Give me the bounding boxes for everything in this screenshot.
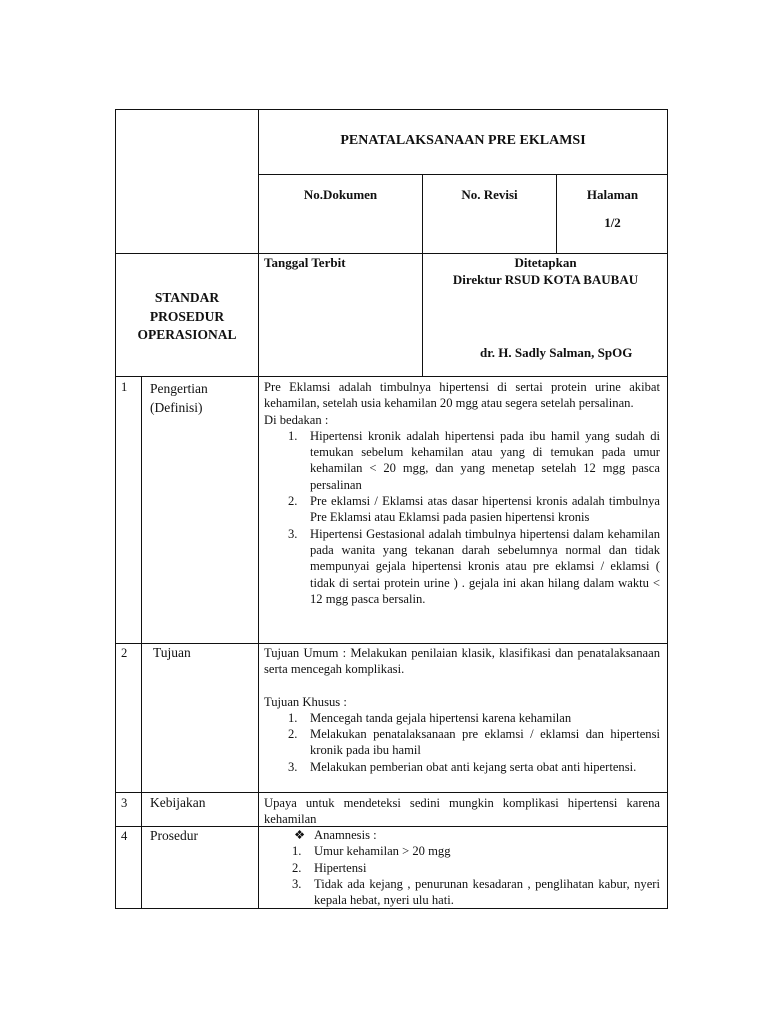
row-line-1 <box>115 643 668 644</box>
no-dokumen-label: No.Dokumen <box>303 187 378 202</box>
list-item: 1. Umur kehamilan > 20 mgg <box>292 844 451 859</box>
sop-label-line3: OPERASIONAL <box>137 327 237 342</box>
tujuan-khusus-list <box>264 710 660 775</box>
direktur-label: Direktur RSUD KOTA BAUBAU <box>452 272 639 287</box>
row-line-2 <box>115 792 668 793</box>
kebijakan-text: Upaya untuk mendeteksi sedini mungkin komplikasi hipertensi karena kehamilan <box>264 796 660 827</box>
ditetapkan-label: Ditetapkan <box>514 255 577 270</box>
row-4-number: 4 <box>121 829 128 843</box>
row-3-label: Kebijakan <box>150 795 206 810</box>
row-4-content <box>264 827 660 908</box>
row-2-number: 2 <box>121 646 128 660</box>
header-line-docinfo-bottom <box>115 253 668 254</box>
sop-label-line2: PROSEDUR <box>149 308 225 324</box>
sop-label <box>116 289 258 345</box>
sop-label-line1: STANDAR <box>154 290 220 305</box>
list-item: 3. Hipertensi Gestasional adalah timbulnya hipertensi dalam kehamilan pada wanita yang tekanan darah sebelumnya normal dan tidak mempunyai gejala hipertensi kronis atau pre eklamsi / eklamsi ( tidak di sertai protein urine ) . gejala ini akan hilang dalam waktu < 12 mgg pasca bersalin. <box>288 526 660 606</box>
row-1-number: 1 <box>121 380 128 394</box>
tujuan-umum: Tujuan Umum : Melakukan penilaian klasik, klasifikasi dan penatalaksanaan serta mencegah komplikasi. <box>264 646 660 677</box>
row-4-label: Prosedur <box>150 828 198 843</box>
list-item: 2. Hipertensi <box>292 860 367 875</box>
header-line-title-bottom <box>258 174 668 175</box>
row-1-label: Pengertian (Definisi) <box>150 381 208 415</box>
tanggal-terbit-label: Tanggal Terbit <box>264 255 346 270</box>
halaman-value: 1/2 <box>604 215 621 230</box>
halaman-label: Halaman <box>586 187 639 202</box>
diamond-bullet-icon: ❖ <box>294 828 306 842</box>
row-3-number: 3 <box>121 796 128 810</box>
no-revisi-label: No. Revisi <box>461 187 518 202</box>
definition-paragraph: Pre Eklamsi adalah timbulnya hipertensi di sertai protein urine akibat kehamilan, setelah usia kehamilan 20 mgg atau segera setelah persalinan. <box>264 380 660 411</box>
header-line-docinfo-v2 <box>556 174 557 253</box>
list-item: 3. Tidak ada kejang , penurunan kesadaran , penglihatan kabur, nyeri kepala hebat, nyeri ulu hati. <box>292 876 660 908</box>
list-item: 2. Pre eklamsi / Eklamsi atas dasar hipertensi kronis adalah timbulnya Pre Eklamsi atau Eklamsi pada pasien hipertensi kronis <box>288 494 660 525</box>
tujuan-khusus-label: Tujuan Khusus : <box>264 694 347 709</box>
list-item: 1. Mencegah tanda gejala hipertensi karena kehamilan <box>288 710 572 725</box>
row-1-content <box>264 379 660 607</box>
definition-sub-intro: Di bedakan : <box>264 412 329 427</box>
signatory-name: dr. H. Sadly Salman, SpOG <box>480 345 633 360</box>
definition-list <box>264 428 660 607</box>
row-3-content <box>264 795 660 828</box>
anamnesis-bullet: ❖ Anamnesis : <box>294 828 377 842</box>
list-item: 3. Melakukan pemberian obat anti kejang serta obat anti hipertensi. <box>288 759 637 774</box>
row-2-content <box>264 645 660 775</box>
list-item: 1. Hipertensi kronik adalah hipertensi pada ibu hamil yang sudah di temukan sebelum kehamilan atau yang di temukan pada umur kehamilan < 20 mgg, dan yang menetap setelah 12 mgg pasca persalinan <box>288 428 660 492</box>
row-2-label: Tujuan <box>153 645 191 660</box>
document-title: PENATALAKSANAAN PRE EKLAMSI <box>340 133 586 148</box>
list-item: 2. Melakukan penatalaksanaan pre eklamsi / eklamsi dan hipertensi kronik pada ibu hamil <box>288 727 660 758</box>
